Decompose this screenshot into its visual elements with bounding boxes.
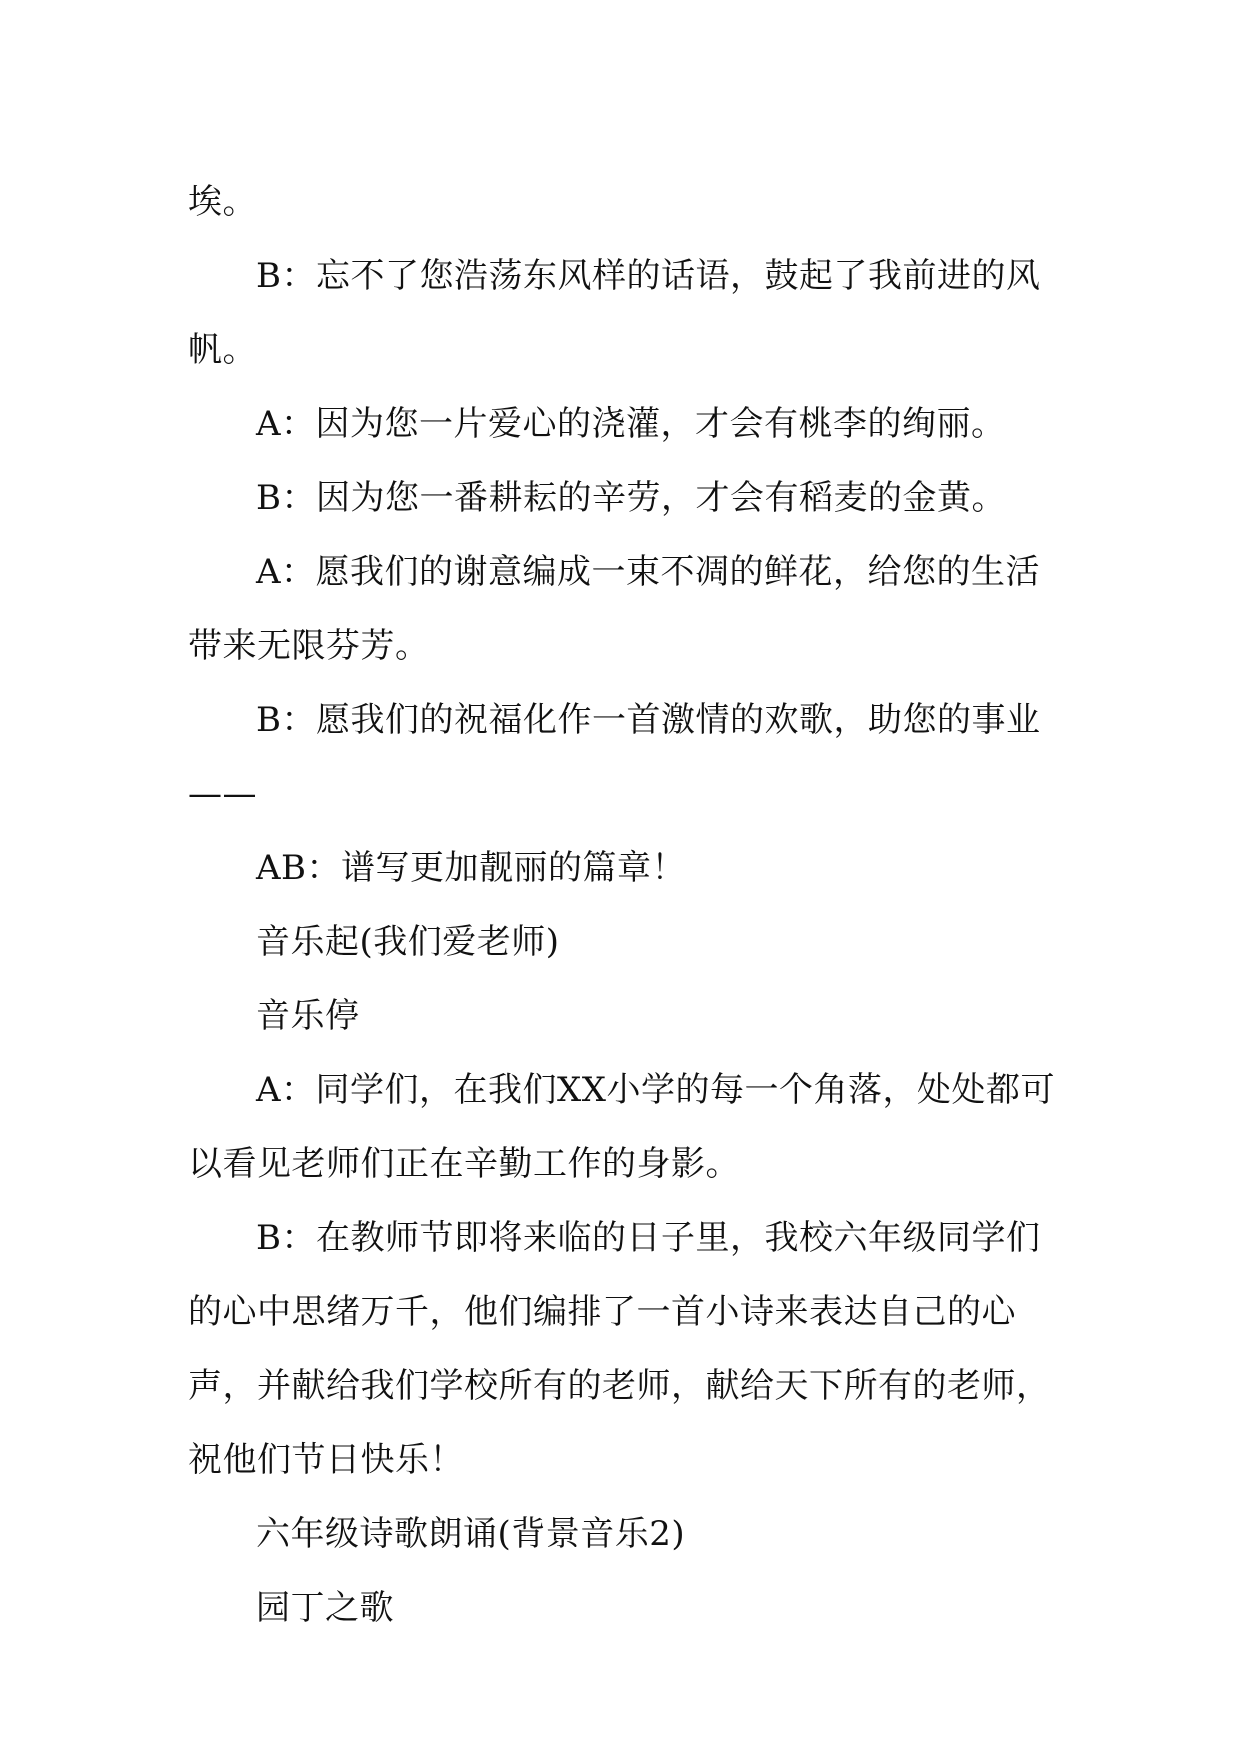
paragraph-a-2: A：愿我们的谢意编成一束不凋的鲜花，给您的生活带来无限芬芳。 — [188, 552, 1041, 666]
paragraph-a-1: A：因为您一片爱心的浇灌，才会有桃李的绚丽。 — [256, 404, 1006, 444]
program-item-poetry-recital: 六年级诗歌朗诵(背景音乐2) — [256, 1514, 686, 1554]
paragraph-continuation: 埃。 — [188, 182, 257, 222]
stage-direction-music-stop: 音乐停 — [256, 996, 360, 1036]
paragraph-b-4: B：在教师节即将来临的日子里，我校六年级同学们的心中思绪万千，他们编排了一首小诗来表达自己的心声，并献给我们学校所有的老师，献给天下所有的老师，祝他们节日快乐！ — [188, 1218, 1051, 1480]
paragraph-ab: AB：谱写更加靓丽的篇章！ — [256, 848, 687, 888]
paragraph-b-1: B：忘不了您浩荡东风样的话语，鼓起了我前进的风帆。 — [188, 256, 1041, 370]
stage-direction-music-start: 音乐起(我们爱老师) — [256, 922, 560, 962]
paragraph-a-3: A：同学们，在我们XX小学的每一个角落，处处都可以看见老师们正在辛勤工作的身影。 — [188, 1070, 1055, 1184]
poem-title: 园丁之歌 — [256, 1588, 394, 1628]
paragraph-b-2: B：因为您一番耕耘的辛劳，才会有稻麦的金黄。 — [256, 478, 1006, 518]
paragraph-b-3: B：愿我们的祝福化作一首激情的欢歌，助您的事业—— — [188, 700, 1041, 814]
document-body — [188, 165, 1058, 1645]
